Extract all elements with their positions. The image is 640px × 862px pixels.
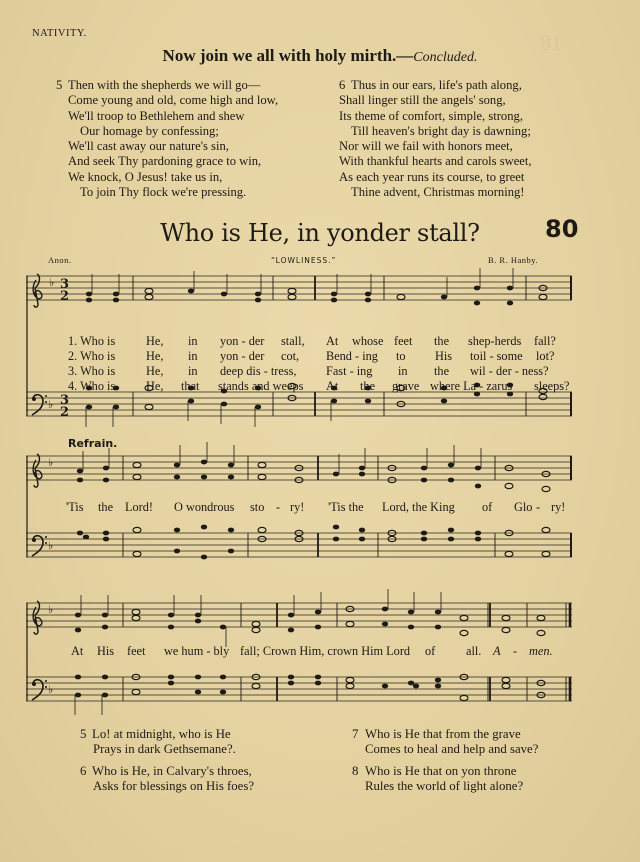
refrain-lyrics-2: At His feet we hum - bly fall; Crown Him, crown Him Lord of all. A - men. <box>71 644 553 658</box>
system1-treble-staff <box>26 276 572 300</box>
stanza-6: 6 Who is He, in Calvary's throes, Asks for blessings on His foes? <box>80 764 255 793</box>
verse-lyrics <box>26 334 572 398</box>
svg-text:3: 3 <box>60 393 70 408</box>
svg-text:2: 2 <box>60 289 70 304</box>
show-through-number: 81 <box>540 30 562 55</box>
refrain-label: Refrain. <box>68 437 118 450</box>
verse-4: 4. Who is He, that stands and weeps At the grave where La - zarus sleeps? <box>68 379 570 393</box>
verse-3: 3. Who is He, in deep dis - tress, Fast - ing in the wil - der - ness? <box>68 364 549 378</box>
stanza-8: 8 Who is He that on yon throne Rules the world of light alone? <box>352 764 524 793</box>
tune-name: “LOWLINESS.” <box>271 256 337 265</box>
author-credit: Anon. <box>48 255 72 265</box>
hymn-number: 80 <box>545 215 579 243</box>
refrain-lyrics-1: 'Tis the Lord! O wondrous sto - ry! 'Tis the Lord, the King of Glo - ry! <box>66 500 566 514</box>
previous-hymn-title: Now join we all with holy mirth.—Concluded. <box>162 46 478 65</box>
svg-text:♭: ♭ <box>48 398 54 411</box>
composer-credit: B. R. Hanby. <box>488 255 539 265</box>
section-label: NATIVITY. <box>32 28 87 39</box>
previous-stanza-6: 6 Thus in our ears, life's path along, Shall linger still the angels' song, Its theme of comfort, simple, strong, Till heaven's bright day is dawning; Nor will we fail with honors meet, With thankful hearts and carols sweet, As each year runs its course, to greet Thine advent, Christmas morning! <box>339 78 532 200</box>
previous-stanza-5: 5 Then with the shepherds we will go— Come young and old, come high and low, We'll troop to Bethlehem and shew Our homage by confessing; We'll cast away our nature's sin, And seek Thy pardoning grace to win, We knock, O Jesus! take us in, To join Thy flock we're pressing. <box>56 78 279 200</box>
stanza-7: 7 Who is He that from the grave Comes to heal and help and save? <box>352 727 539 756</box>
stanza-5: 5 Lo! at midnight, who is He Prays in dark Gethsemane?. <box>80 727 236 756</box>
svg-text:♭: ♭ <box>49 276 55 289</box>
verse-1: 1. Who is He, in yon - der stall, At whose feet the shep-herds fall? <box>68 334 556 348</box>
svg-text:♭: ♭ <box>48 456 54 469</box>
verse-2: 2. Who is He, in yon - der cot, Bend - ing to His toil - some lot? <box>68 349 555 363</box>
svg-text:♭: ♭ <box>48 603 54 616</box>
svg-text:2: 2 <box>60 405 70 420</box>
svg-text:♭: ♭ <box>48 539 54 552</box>
hymn-title: Who is He, in yonder stall? <box>160 219 480 247</box>
svg-text:♭: ♭ <box>48 683 54 696</box>
concluded-label: Concluded. <box>413 50 478 65</box>
svg-text:3: 3 <box>60 277 70 292</box>
